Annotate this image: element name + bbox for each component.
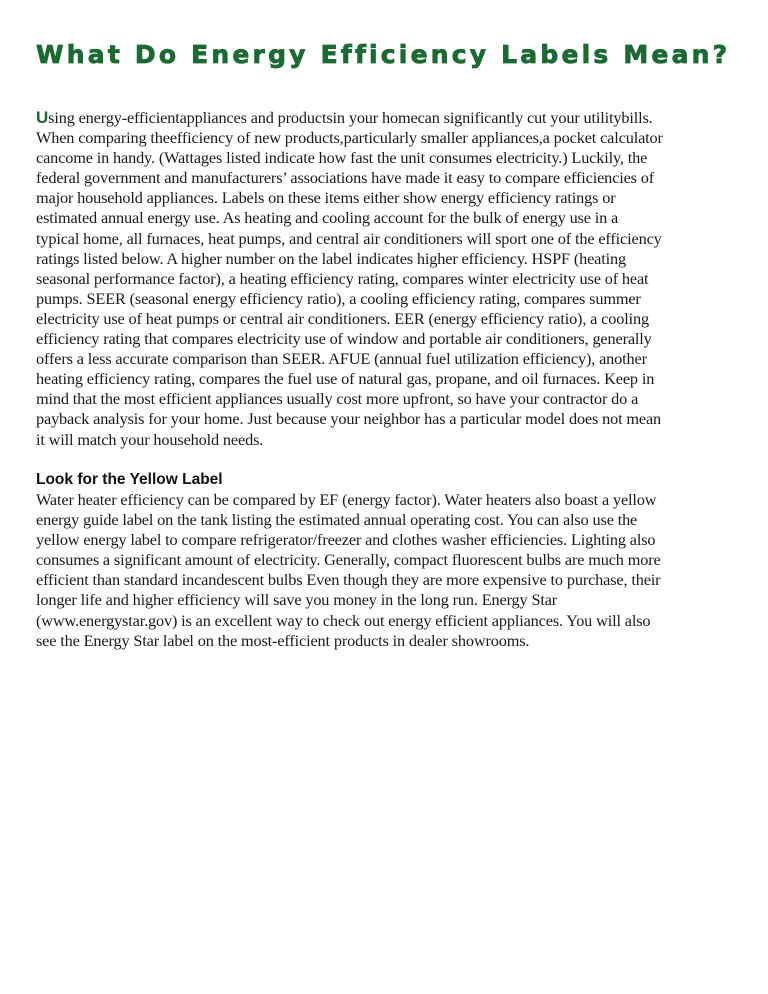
line-text: heating efficiency rating, compares the fuel use of natural gas, propane, and oil furnaces. Keep in <box>36 369 655 389</box>
text-line <box>36 168 663 188</box>
text-line <box>36 229 663 249</box>
text-line <box>36 530 661 550</box>
line-text: estimated annual energy use. As heating and cooling account for the bulk of energy use in a <box>36 208 619 228</box>
text-line <box>36 510 661 530</box>
line-text: cancome in handy. (Wattages listed indicate how fast the unit consumes electricity.) Luckily, the <box>36 148 648 168</box>
text-line <box>36 329 663 349</box>
line-text: consumes a significant amount of electricity. Generally, compact fluorescent bulbs are much more <box>36 550 661 570</box>
text-line <box>36 349 663 369</box>
text-line <box>36 430 663 450</box>
line-text: yellow energy label to compare refrigerator/freezer and clothes washer efficiencies. Lighting also <box>36 530 656 550</box>
line-text: When comparing theefficiency of new products,particularly smaller appliances,a pocket calculator <box>36 128 663 148</box>
line-text: offers a less accurate comparison than SEER. AFUE (annual fuel utilization efficiency), another <box>36 349 647 369</box>
text-line <box>36 570 661 590</box>
text-line <box>36 148 663 168</box>
intro-paragraph <box>36 108 663 450</box>
text-line <box>36 590 661 610</box>
line-text: efficient than standard incandescent bulbs Even though they are more expensive to purchase, their <box>36 570 661 590</box>
line-text: sing energy-efficientappliances and productsin your homecan significantly cut your utilitybills. <box>48 108 653 127</box>
text-line <box>36 490 661 510</box>
text-line <box>36 309 663 329</box>
text-line <box>36 409 663 429</box>
line-text: payback analysis for your home. Just because your neighbor has a particular model does not mean <box>36 409 662 429</box>
text-line <box>36 550 661 570</box>
text-line <box>36 369 663 389</box>
page-title: What Do Energy Efficiency Labels Mean? <box>36 40 731 69</box>
text-line <box>36 188 663 208</box>
line-text: Water heater efficiency can be compared by EF (energy factor). Water heaters also boast a yellow <box>36 490 657 509</box>
line-text: electricity use of heat pumps or central air conditioners. EER (energy efficiency ratio), a cooling <box>36 308 649 328</box>
yellow-label-paragraph <box>36 490 661 651</box>
line-text: federal government and manufacturers’ associations have made it easy to compare efficiencies of <box>36 168 655 188</box>
line-text: (www.energystar.gov) is an excellent way to check out energy efficient appliances. You will also <box>36 610 651 630</box>
line-text: ratings listed below. A higher number on the label indicates higher efficiency. HSPF (heating <box>36 248 626 268</box>
line-text: seasonal performance factor), a heating efficiency rating, compares winter electricity use of heat <box>36 268 649 288</box>
text-line <box>36 289 663 309</box>
line-text: typical home, all furnaces, heat pumps, and central air conditioners will sport one of the efficiency <box>36 228 662 248</box>
line-text: energy guide label on the tank listing the estimated annual operating cost. You can also use the <box>36 510 638 530</box>
text-line <box>36 631 661 651</box>
text-line <box>36 249 663 269</box>
text-line <box>36 389 663 409</box>
line-text: see the Energy Star label on the most-efficient products in dealer showrooms. <box>36 630 530 650</box>
line-text: major household appliances. Labels on these items either show energy efficiency ratings or <box>36 188 616 208</box>
text-line <box>36 269 663 289</box>
text-line <box>36 208 663 228</box>
text-line <box>36 128 663 148</box>
section-heading: Look for the Yellow Label <box>36 471 223 488</box>
line-text: it will match your household needs. <box>36 429 264 449</box>
line-text: pumps. SEER (seasonal energy efficiency ratio), a cooling efficiency rating, compares summer <box>36 288 641 308</box>
text-line <box>36 108 663 128</box>
line-text: mind that the most efficient appliances usually cost more upfront, so have your contractor do a <box>36 389 639 409</box>
text-line <box>36 611 661 631</box>
line-text: longer life and higher efficiency will save you money in the long run. Energy Star <box>36 590 558 610</box>
drop-cap: U <box>36 108 49 127</box>
line-text: efficiency rating that compares electricity use of window and portable air conditioners, generally <box>36 329 652 349</box>
